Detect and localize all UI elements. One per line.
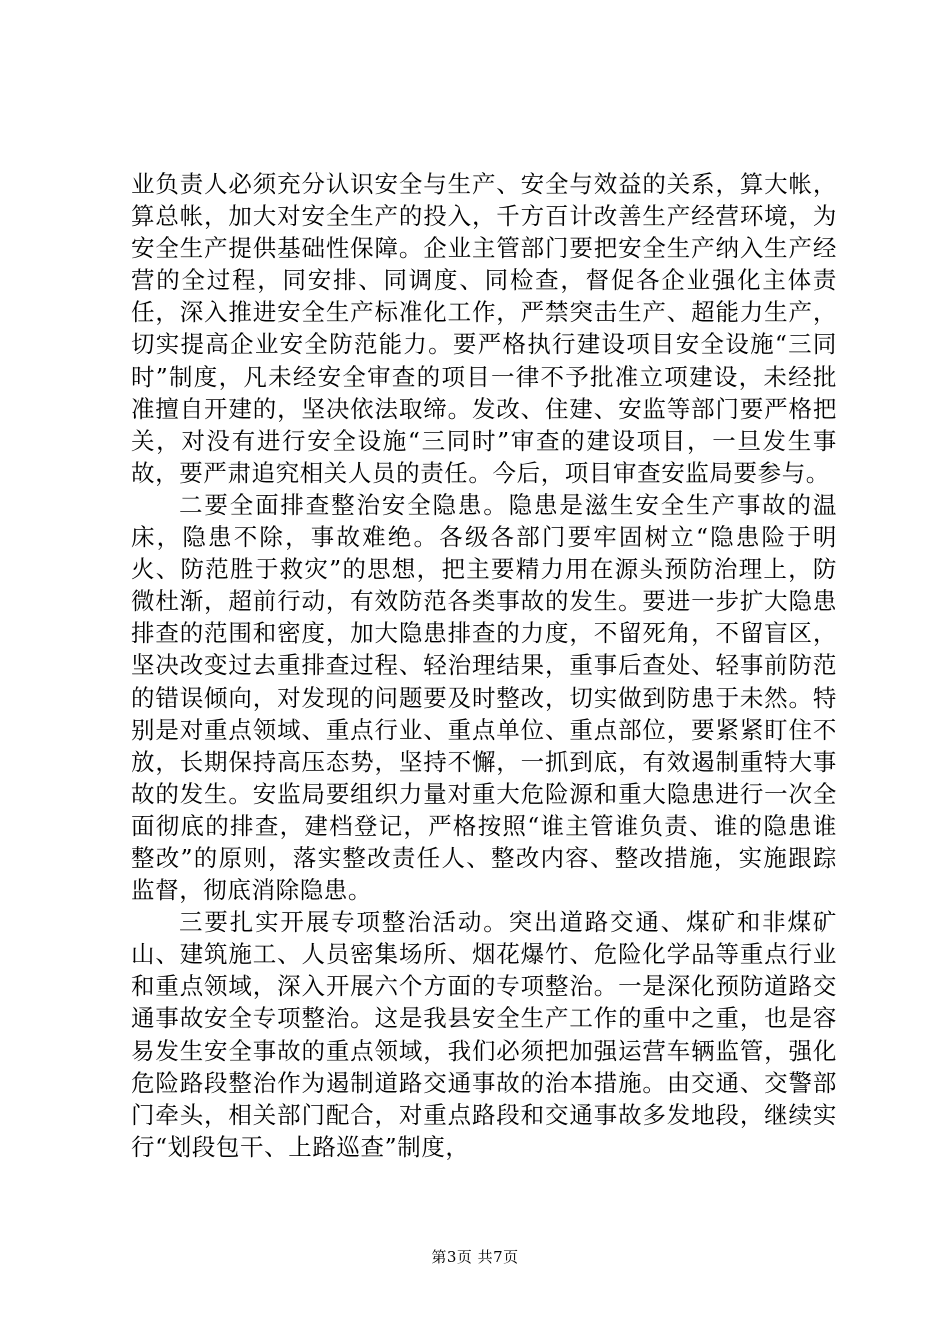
paragraph-1: 业负责人必须充分认识安全与生产、安全与效益的关系，算大帐，算总帐，加大对安全生产的投入，千方百计改善生产经营环境，为安全生产提供基础性保障。企业主管部门要把安全生产纳入生产经营的全过程，同安排、同调度、同检查，督促各企业强化主体责任，深入推进安全生产标准化工作，严禁突击生产、超能力生产，切实提高企业安全防范能力。要严格执行建设项目安全设施“三同时”制度，凡未经安全审查的项目一律不予批准立项建设，未经批准擅自开建的，坚决依法取缔。发改、住建、安监等部门要严格把关，对没有进行安全设施“三同时”审查的建设项目，一旦发生事故，要严肃追究相关人员的责任。今后，项目审查安监局要参与。 — [131, 170, 837, 487]
paragraph-2: 二要全面排查整治安全隐患。隐患是滋生安全生产事故的温床，隐患不除，事故难绝。各级各部门要牢固树立“隐患险于明火、防范胜于救灾”的思想，把主要精力用在源头预防治理上，防微杜渐，超前行动，有效防范各类事故的发生。要进一步扩大隐患排查的范围和密度，加大隐患排查的力度，不留死角，不留盲区，坚决改变过去重排查过程、轻治理结果，重事后查处、轻事前防范的错误倾向，对发现的问题要及时整改，切实做到防患于未然。特别是对重点领域、重点行业、重点单位、重点部位，要紧紧盯住不放，长期保持高压态势，坚持不懈，一抓到底，有效遏制重特大事故的发生。安监局要组织力量对重大危险源和重大隐患进行一次全面彻底的排查，建档登记，严格按照“谁主管谁负责、谁的隐患谁整改”的原则，落实整改责任人、整改内容、整改措施，实施跟踪监督，彻底消除隐患。 — [131, 490, 837, 905]
page-number-footer: 第3页 共7页 — [431, 1248, 519, 1266]
paragraph-3: 三要扎实开展专项整治活动。突出道路交通、煤矿和非煤矿山、建筑施工、人员密集场所、烟花爆竹、危险化学品等重点行业和重点领域，深入开展六个方面的专项整治。一是深化预防道路交通事故安全专项整治。这是我县安全生产工作的重中之重，也是容易发生安全事故的重点领域，我们必须把加强运营车辆监管，强化危险路段整治作为遏制道路交通事故的治本措施。由交通、交警部门牵头，相关部门配合，对重点路段和交通事故多发地段，继续实行“划段包干、上路巡查”制度， — [131, 908, 837, 1161]
document-body — [131, 168, 837, 1163]
